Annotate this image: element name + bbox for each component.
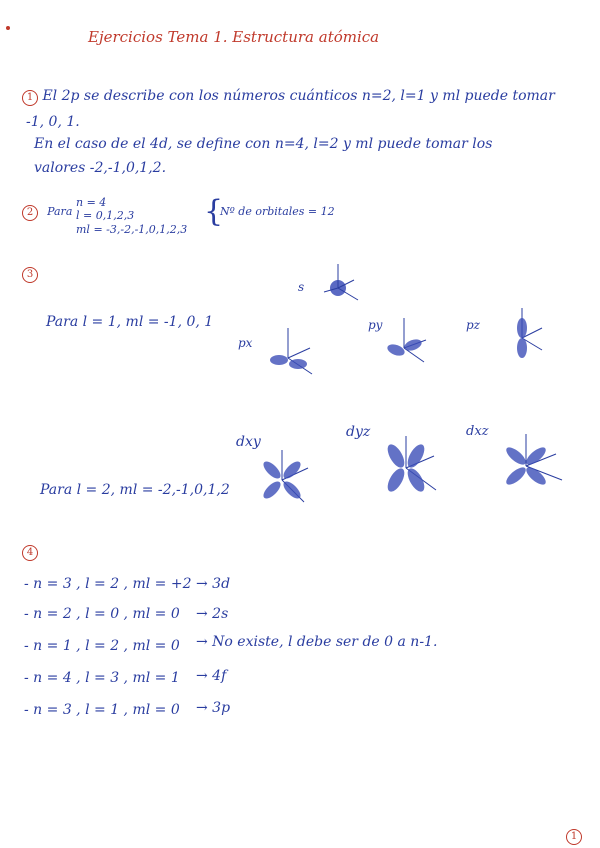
label-px: px xyxy=(238,336,253,350)
q2-block xyxy=(22,200,72,221)
q4-number-wrap xyxy=(22,540,38,561)
page-number-wrap xyxy=(566,824,582,845)
q1-line1 xyxy=(22,88,555,106)
q3-d-line: Para l = 2, ml = -2,-1,0,1,2 xyxy=(40,482,230,498)
s-orbital-drawing xyxy=(318,262,368,310)
q4-item-q: - n = 2 , l = 0 , ml = 0 xyxy=(24,606,180,622)
page-title: Ejercicios Tema 1. Estructura atómica xyxy=(88,28,380,46)
dxy-orbital-drawing xyxy=(252,448,322,514)
q1-text1: El 2p se describe con los números cuánticos n=2, l=1 y ml puede tomar xyxy=(42,88,555,104)
q4-item-a: → 3d xyxy=(196,576,231,592)
q3-p-line: Para l = 1, ml = -1, 0, 1 xyxy=(46,314,214,330)
q1-line2: -1, 0, 1. xyxy=(26,114,80,130)
dxz-orbital-drawing xyxy=(496,432,568,496)
q4-item-q: - n = 3 , l = 2 , ml = +2 xyxy=(24,576,192,592)
page-number: 1 xyxy=(566,829,582,845)
q2-n: n = 4 xyxy=(76,196,107,209)
q2-ml: ml = -3,-2,-1,0,1,2,3 xyxy=(76,223,188,236)
q2-result: Nº de orbitales = 12 xyxy=(220,205,335,218)
q4-number: 4 xyxy=(22,545,38,561)
q4-item-q: - n = 1 , l = 2 , ml = 0 xyxy=(24,638,180,654)
q1-line3: En el caso de el 4d, se define con n=4, l=2 y ml puede tomar los xyxy=(34,136,493,152)
q2-number: 2 xyxy=(22,205,38,221)
q2-l: l = 0,1,2,3 xyxy=(76,209,135,222)
q4-item-a: → 4f xyxy=(196,668,227,684)
px-orbital-drawing xyxy=(266,322,326,386)
label-py: py xyxy=(368,318,383,332)
q4-item-a: → 2s xyxy=(196,606,229,622)
q1-line4: valores -2,-1,0,1,2. xyxy=(34,160,167,176)
label-dxy: dxy xyxy=(236,434,261,450)
py-orbital-drawing xyxy=(380,312,440,372)
dyz-orbital-drawing xyxy=(374,432,446,506)
q4-item-q: - n = 3 , l = 1 , ml = 0 xyxy=(24,702,180,718)
label-dxz: dxz xyxy=(466,424,489,439)
q1-number: 1 xyxy=(22,90,38,106)
q4-item-a: → No existe, l debe ser de 0 a n-1. xyxy=(196,634,438,650)
label-dyz: dyz xyxy=(346,424,371,440)
q4-item-a: → 3p xyxy=(196,700,231,716)
margin-dot xyxy=(6,26,10,30)
q2-brace: { xyxy=(204,194,224,229)
label-pz: pz xyxy=(466,318,481,332)
label-s: s xyxy=(298,280,305,294)
q2-intro: Para xyxy=(47,205,73,218)
q4-item-q: - n = 4 , l = 3 , ml = 1 xyxy=(24,670,180,686)
pz-orbital-drawing xyxy=(500,304,560,368)
q3-number-wrap xyxy=(22,262,38,283)
q3-number: 3 xyxy=(22,267,38,283)
